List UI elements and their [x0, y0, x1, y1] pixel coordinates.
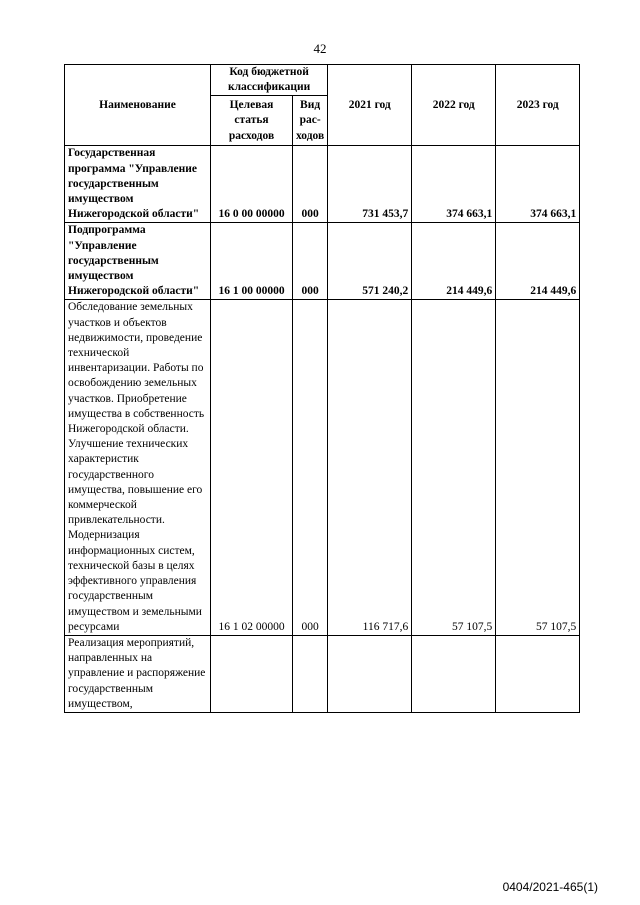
- header-2022: 2022 год: [412, 65, 496, 146]
- row-name: Обследование земельных участков и объектов недвижимости, проведение технической инвентаризации. Работы по освобождению земельных участков. Приобретение имущества в собственность Нижегородской области. Улучшение технических характеристик государственного имущества, повышение его коммерческой привлекательности. Модернизация информационных систем, технической базы в целях эффективного управления государственным имуществом и земельными ресурсами: [65, 300, 211, 635]
- row-2023: 374 663,1: [496, 146, 580, 223]
- row-type: 000: [293, 300, 328, 635]
- row-name: Реализация мероприятий, направленных на управление и распоряжение государственным имуществом,: [65, 635, 211, 712]
- header-type: Вид рас-ходов: [293, 96, 328, 146]
- row-type: 000: [293, 146, 328, 223]
- row-name: Подпрограмма "Управление государственным имуществом Нижегородской области": [65, 223, 211, 300]
- row-2022: 57 107,5: [412, 300, 496, 635]
- row-target: 16 1 00 00000: [211, 223, 293, 300]
- row-type: 000: [293, 223, 328, 300]
- page-number: 42: [313, 41, 327, 56]
- table-row: [65, 300, 580, 635]
- header-2021: 2021 год: [328, 65, 412, 146]
- row-type: [293, 635, 328, 712]
- header-name: Наименование: [65, 65, 211, 146]
- table-row: [65, 223, 580, 300]
- row-target: 16 1 02 00000: [211, 300, 293, 635]
- row-2021: [328, 635, 412, 712]
- row-2023: 57 107,5: [496, 300, 580, 635]
- row-2021: 116 717,6: [328, 300, 412, 635]
- row-2022: [412, 635, 496, 712]
- row-target: 16 0 00 00000: [211, 146, 293, 223]
- row-2021: 731 453,7: [328, 146, 412, 223]
- row-2021: 571 240,2: [328, 223, 412, 300]
- header-code-group: Код бюджетной классификации: [211, 65, 328, 96]
- budget-table: [64, 64, 580, 713]
- row-2023: 214 449,6: [496, 223, 580, 300]
- table-row: [65, 635, 580, 712]
- header-target: Целевая статья расходов: [211, 96, 293, 146]
- row-2022: 214 449,6: [412, 223, 496, 300]
- row-2023: [496, 635, 580, 712]
- row-target: [211, 635, 293, 712]
- document-code: 0404/2021-465(1): [502, 880, 598, 894]
- row-2022: 374 663,1: [412, 146, 496, 223]
- header-2023: 2023 год: [496, 65, 580, 146]
- table-row: [65, 146, 580, 223]
- row-name: Государственная программа "Управление государственным имуществом Нижегородской области": [65, 146, 211, 223]
